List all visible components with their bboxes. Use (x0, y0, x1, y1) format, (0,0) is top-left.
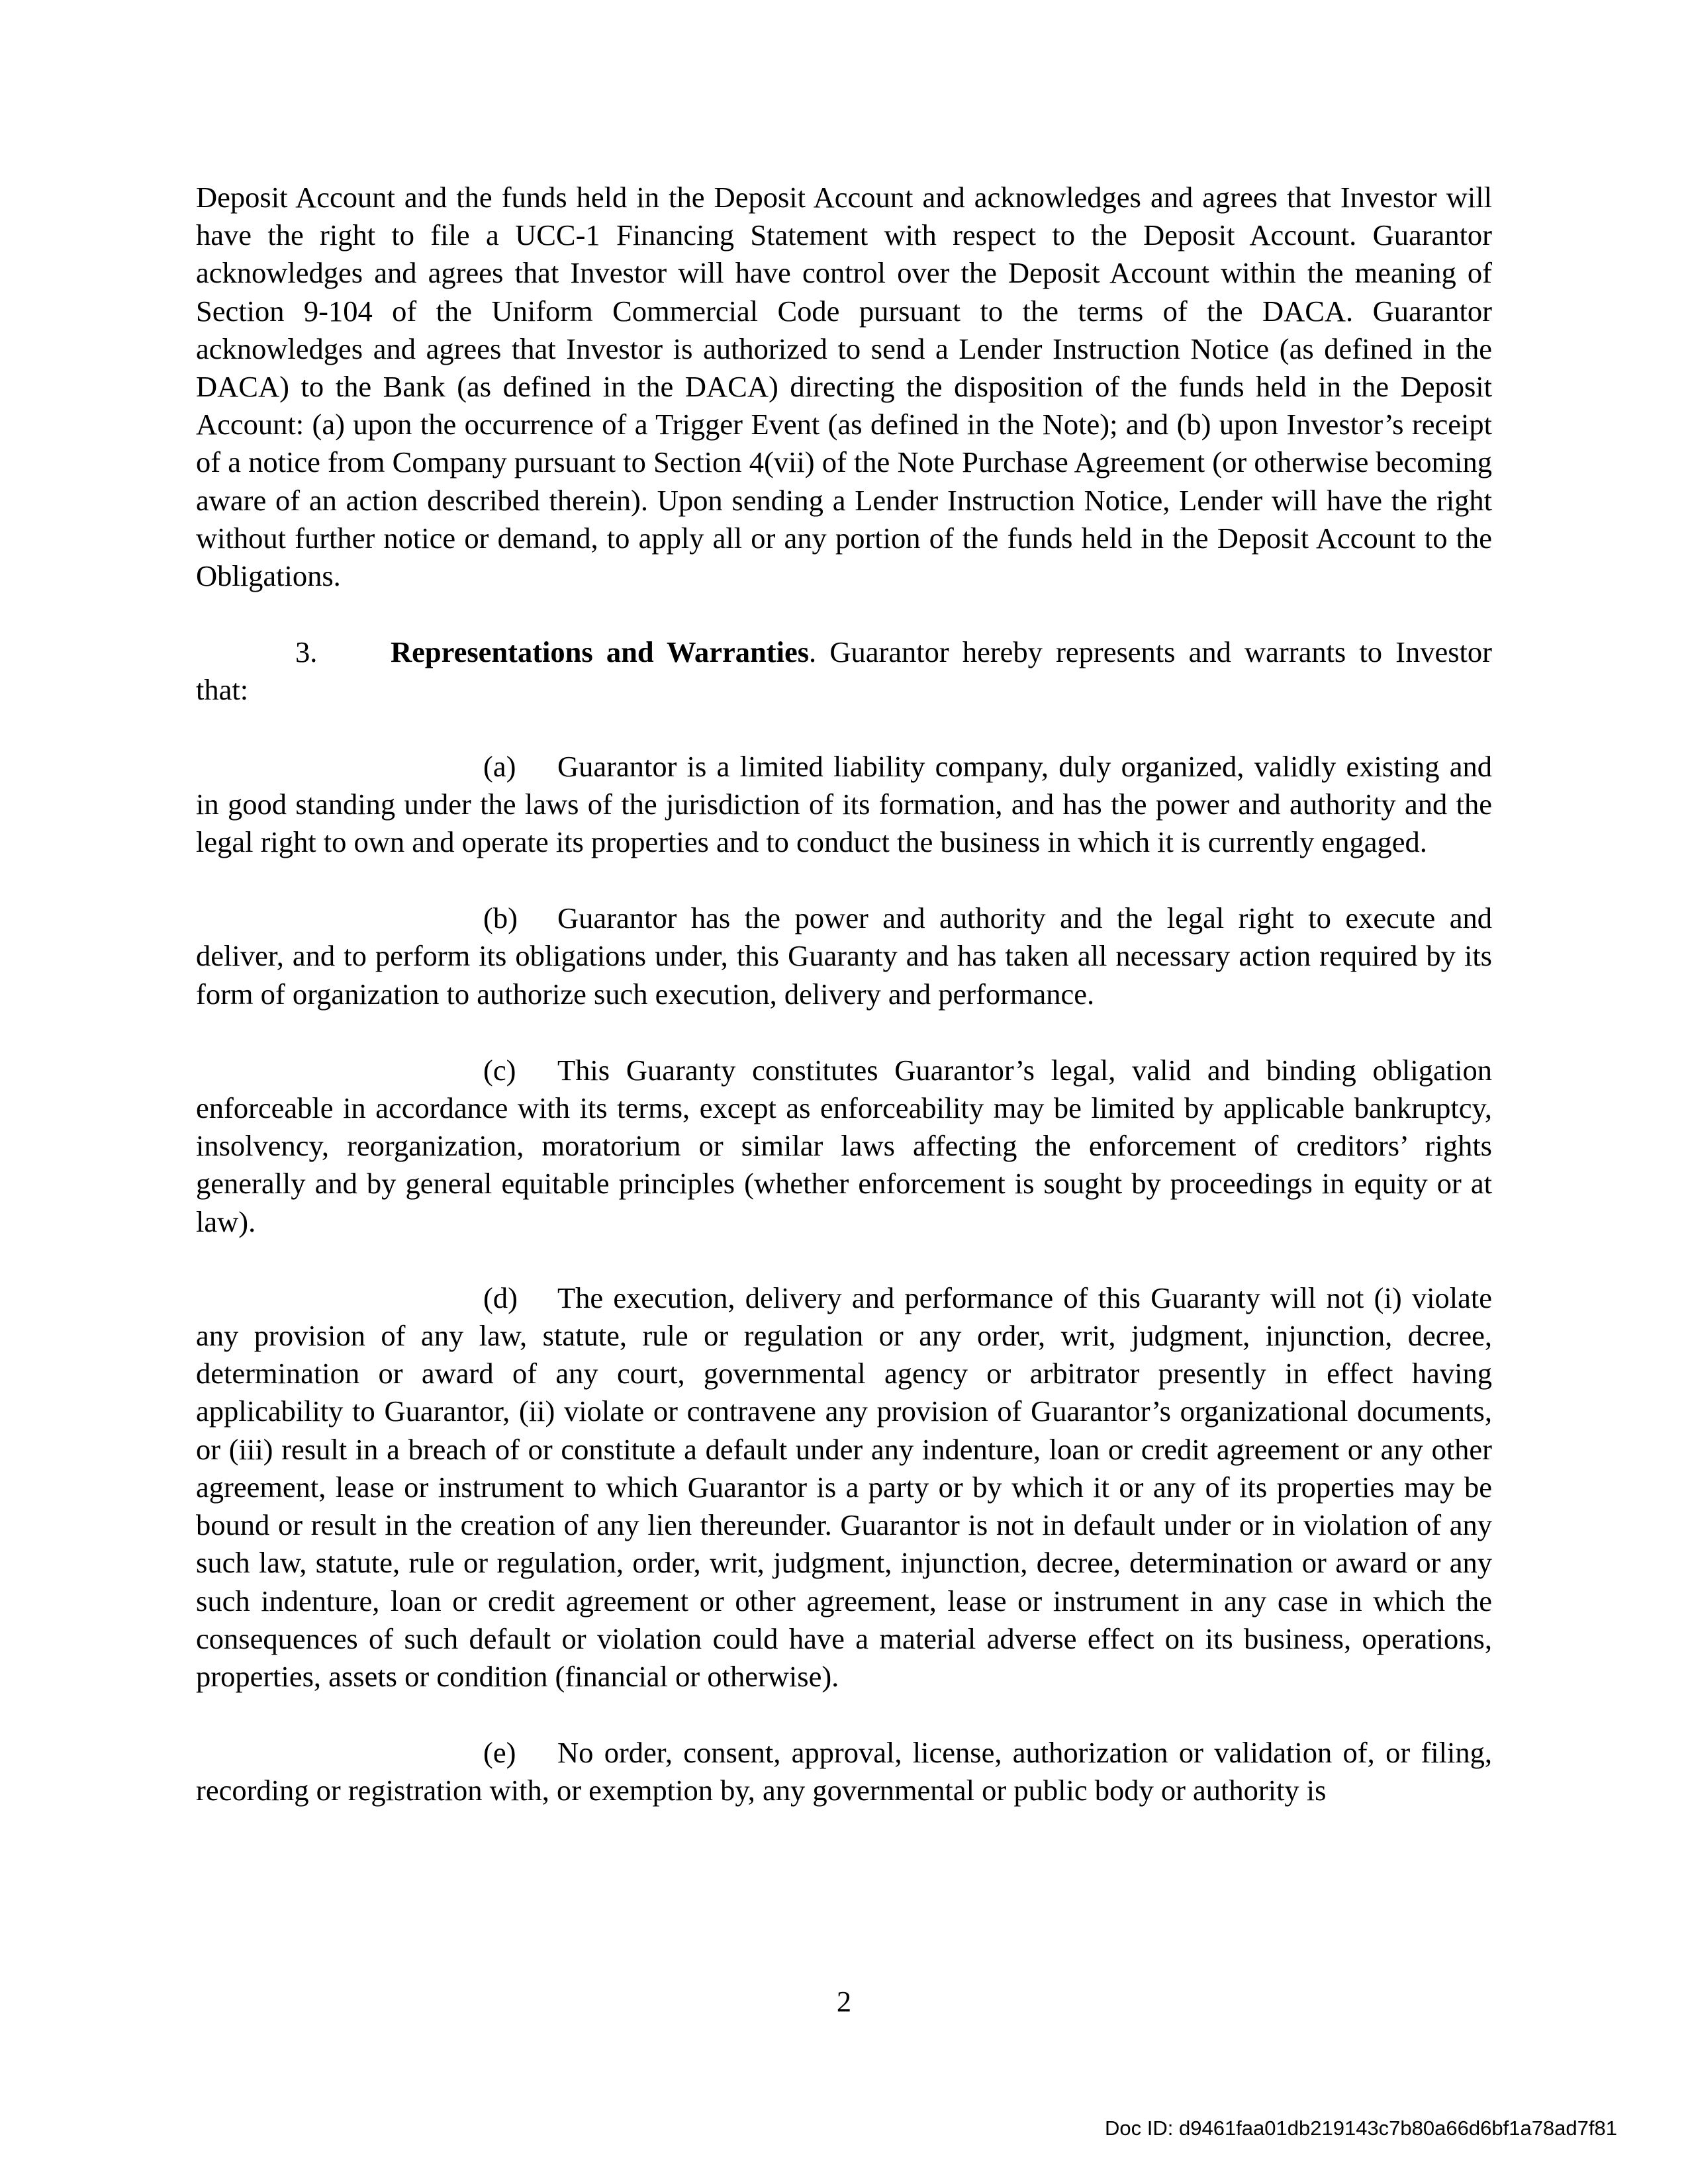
subsection-label: (e) (483, 1736, 516, 1770)
section-3-heading (196, 633, 1492, 709)
subsection-label: (a) (483, 749, 516, 783)
subsection-e (196, 1734, 1492, 1809)
subsection-text: The execution, delivery and performance of this Guaranty will not (i) violate any provision of any law, statute, rule or regulation or any order, writ, judgment, injunction, decree, determination or award of any court, governmental agency or arbitrator presently in effect having applicability to Guarantor, (ii) violate or contravene any provision of Guarantor’s organizational documents, or (iii) result in a breach of or constitute a default under any indenture, loan or credit agreement or any other agreement, lease or instrument to which Guarantor is a party or by which it or any of its properties may be bound or result in the creation of any lien thereunder. Guarantor is not in default under or in violation of any such law, statute, rule or regulation, order, writ, judgment, injunction, decree, determination or award or any such indenture, loan or credit agreement or other agreement, lease or instrument in any case in which the consequences of such default or violation could have a material adverse effect on its business, operations, properties, assets or condition (financial or otherwise). (196, 1281, 1492, 1693)
subsection-c (196, 1052, 1492, 1241)
section-number: 3. (295, 635, 318, 669)
section-intro: Guarantor hereby represents and warrants to Investor that: (196, 635, 1492, 707)
subsection-text: Guarantor has the power and authority and the legal right to execute and deliver, and to perform its obligations under, this Guaranty and has taken all necessary action required by its form of organization to authorize such execution, delivery and performance. (196, 901, 1492, 1011)
section-title: Representations and Warranties (391, 635, 810, 669)
document-body (196, 179, 1492, 1810)
subsection-label: (d) (483, 1281, 518, 1314)
doc-id-footer: Doc ID: d9461faa01db219143c7b80a66d6bf1a78ad7f81 (1105, 2116, 1617, 2140)
subsection-text: No order, consent, approval, license, authorization or validation of, or filing, recording or registration with, or exemption by, any governmental or public body or authority is (196, 1736, 1492, 1807)
subsection-label: (b) (483, 901, 518, 935)
subsection-d (196, 1279, 1492, 1696)
subsection-text: Guarantor is a limited liability company, duly organized, validly existing and in good standing under the laws of the jurisdiction of its formation, and has the power and authority and the legal right to own and operate its properties and to conduct the business in which it is currently engaged. (196, 749, 1492, 859)
subsection-text: This Guaranty constitutes Guarantor’s legal, valid and binding obligation enforceable in accordance with its terms, except as enforceability may be limited by applicable bankruptcy, insolvency, reorganization, moratorium or similar laws affecting the enforcement of creditors’ rights generally and by general equitable principles (whether enforcement is sought by proceedings in equity or at law). (196, 1053, 1492, 1238)
subsection-b (196, 899, 1492, 1013)
page-number: 2 (836, 1985, 852, 2018)
subsection-a (196, 748, 1492, 862)
subsection-label: (c) (483, 1053, 516, 1087)
section-title-period: . (809, 635, 817, 669)
continuation-paragraph: Deposit Account and the funds held in the Deposit Account and acknowledges and agrees that Investor will have the right to file a UCC-1 Financing Statement with respect to the Deposit Account. Guarantor acknowledges and agrees that Investor will have control over the Deposit Account within the meaning of Section 9-104 of the Uniform Commercial Code pursuant to the terms of the DACA. Guarantor acknowledges and agrees that Investor is authorized to send a Lender Instruction Notice (as defined in the DACA) to the Bank (as defined in the DACA) directing the disposition of the funds held in the Deposit Account: (a) upon the occurrence of a Trigger Event (as defined in the Note); and (b) upon Investor’s receipt of a notice from Company pursuant to Section 4(vii) of the Note Purchase Agreement (or otherwise becoming aware of an action described therein). Upon sending a Lender Instruction Notice, Lender will have the right without further notice or demand, to apply all or any portion of the funds held in the Deposit Account to the Obligations. (196, 181, 1492, 593)
